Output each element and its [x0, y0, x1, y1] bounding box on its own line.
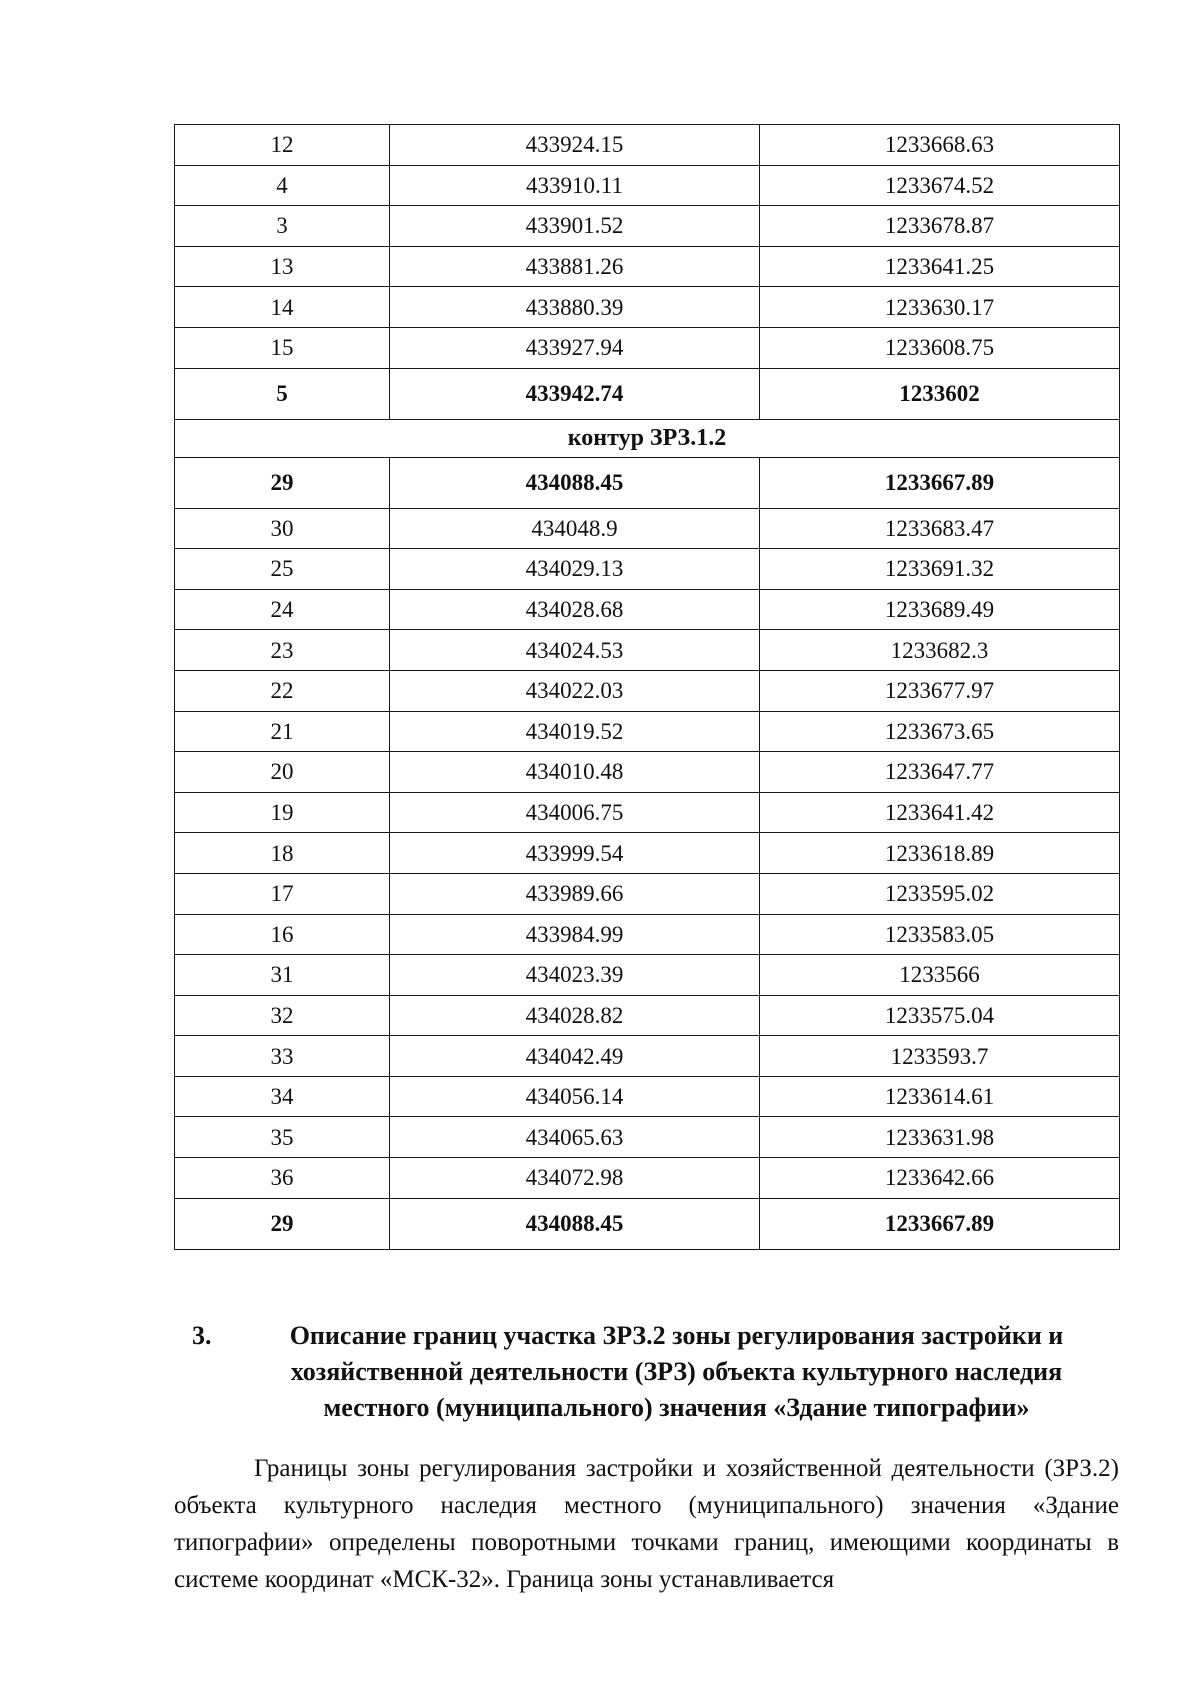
cell-x-coordinate: 434065.63 [390, 1117, 760, 1158]
cell-point-number: 30 [175, 508, 390, 549]
cell-x-coordinate: 434088.45 [390, 1198, 760, 1249]
section-title-line-1: Описание границ участка ЗРЗ.2 зоны регулирования застройки и [289, 1321, 1064, 1350]
cell-point-number: 16 [175, 914, 390, 955]
cell-y-coordinate: 1233641.25 [760, 246, 1120, 287]
cell-x-coordinate: 433910.11 [390, 165, 760, 206]
section-number: 3. [192, 1321, 212, 1350]
cell-x-coordinate: 434010.48 [390, 752, 760, 793]
section-title [174, 1318, 1119, 1426]
cell-y-coordinate: 1233641.42 [760, 792, 1120, 833]
cell-point-number: 3 [175, 206, 390, 247]
table-row [175, 246, 1120, 287]
table-row [175, 995, 1120, 1036]
section-heading [174, 1318, 1119, 1426]
cell-x-coordinate: 433942.74 [390, 368, 760, 419]
table-row [175, 1198, 1120, 1249]
cell-x-coordinate: 434028.82 [390, 995, 760, 1036]
cell-y-coordinate: 1233642.66 [760, 1158, 1120, 1199]
cell-x-coordinate: 434028.68 [390, 589, 760, 630]
cell-x-coordinate: 434029.13 [390, 549, 760, 590]
cell-y-coordinate: 1233614.61 [760, 1076, 1120, 1117]
cell-y-coordinate: 1233678.87 [760, 206, 1120, 247]
cell-point-number: 22 [175, 670, 390, 711]
cell-y-coordinate: 1233630.17 [760, 287, 1120, 328]
cell-y-coordinate: 1233566 [760, 955, 1120, 996]
cell-y-coordinate: 1233673.65 [760, 711, 1120, 752]
table-row [175, 792, 1120, 833]
cell-point-number: 33 [175, 1036, 390, 1077]
cell-x-coordinate: 434088.45 [390, 457, 760, 508]
cell-y-coordinate: 1233691.32 [760, 549, 1120, 590]
cell-y-coordinate: 1233631.98 [760, 1117, 1120, 1158]
table-row [175, 630, 1120, 671]
contour-header-row [175, 419, 1120, 457]
cell-point-number: 34 [175, 1076, 390, 1117]
cell-point-number: 36 [175, 1158, 390, 1199]
cell-y-coordinate: 1233618.89 [760, 833, 1120, 874]
table-row [175, 206, 1120, 247]
cell-y-coordinate: 1233575.04 [760, 995, 1120, 1036]
table-row [175, 125, 1120, 166]
body-paragraph: Границы зоны регулирования застройки и хозяйственной деятельности (ЗРЗ.2) объекта культурного наследия местного (муниципального) значения «Здание типографии» определены поворотными точками границ, имеющими координаты в системе координат «МСК-32». Граница зоны устанавливается [174, 1455, 1119, 1593]
cell-x-coordinate: 434072.98 [390, 1158, 760, 1199]
table-row [175, 1117, 1120, 1158]
cell-point-number: 18 [175, 833, 390, 874]
cell-point-number: 4 [175, 165, 390, 206]
cell-x-coordinate: 434019.52 [390, 711, 760, 752]
cell-x-coordinate: 433881.26 [390, 246, 760, 287]
cell-y-coordinate: 1233667.89 [760, 1198, 1120, 1249]
cell-x-coordinate: 434006.75 [390, 792, 760, 833]
cell-y-coordinate: 1233647.77 [760, 752, 1120, 793]
cell-y-coordinate: 1233602 [760, 368, 1120, 419]
cell-point-number: 23 [175, 630, 390, 671]
cell-x-coordinate: 434048.9 [390, 508, 760, 549]
cell-x-coordinate: 433984.99 [390, 914, 760, 955]
cell-point-number: 19 [175, 792, 390, 833]
table-row [175, 165, 1120, 206]
section-title-line-2: хозяйственной деятельности (ЗРЗ) объекта культурного наследия [290, 1357, 1063, 1386]
cell-y-coordinate: 1233682.3 [760, 630, 1120, 671]
contour-label: контур ЗРЗ.1.2 [175, 419, 1120, 457]
table-row [175, 914, 1120, 955]
cell-point-number: 29 [175, 1198, 390, 1249]
cell-y-coordinate: 1233683.47 [760, 508, 1120, 549]
cell-y-coordinate: 1233674.52 [760, 165, 1120, 206]
cell-point-number: 32 [175, 995, 390, 1036]
cell-point-number: 5 [175, 368, 390, 419]
cell-point-number: 20 [175, 752, 390, 793]
cell-x-coordinate: 433927.94 [390, 327, 760, 368]
table-row [175, 873, 1120, 914]
cell-x-coordinate: 434056.14 [390, 1076, 760, 1117]
cell-x-coordinate: 434042.49 [390, 1036, 760, 1077]
cell-x-coordinate: 433999.54 [390, 833, 760, 874]
cell-point-number: 31 [175, 955, 390, 996]
cell-y-coordinate: 1233583.05 [760, 914, 1120, 955]
table-row [175, 955, 1120, 996]
cell-y-coordinate: 1233677.97 [760, 670, 1120, 711]
cell-x-coordinate: 434022.03 [390, 670, 760, 711]
cell-y-coordinate: 1233595.02 [760, 873, 1120, 914]
cell-y-coordinate: 1233593.7 [760, 1036, 1120, 1077]
cell-point-number: 17 [175, 873, 390, 914]
table-row [175, 833, 1120, 874]
cell-point-number: 29 [175, 457, 390, 508]
cell-point-number: 15 [175, 327, 390, 368]
cell-point-number: 35 [175, 1117, 390, 1158]
cell-point-number: 14 [175, 287, 390, 328]
cell-point-number: 24 [175, 589, 390, 630]
coordinates-table-body [175, 125, 1120, 1250]
cell-point-number: 21 [175, 711, 390, 752]
table-row [175, 287, 1120, 328]
coordinates-table [174, 124, 1120, 1250]
cell-y-coordinate: 1233668.63 [760, 125, 1120, 166]
table-row [175, 589, 1120, 630]
cell-x-coordinate: 433989.66 [390, 873, 760, 914]
cell-point-number: 12 [175, 125, 390, 166]
cell-y-coordinate: 1233608.75 [760, 327, 1120, 368]
cell-point-number: 13 [175, 246, 390, 287]
table-row [175, 457, 1120, 508]
cell-x-coordinate: 434023.39 [390, 955, 760, 996]
cell-x-coordinate: 433901.52 [390, 206, 760, 247]
table-row [175, 1158, 1120, 1199]
table-row [175, 368, 1120, 419]
table-row [175, 327, 1120, 368]
table-row [175, 752, 1120, 793]
table-row [175, 508, 1120, 549]
table-row [175, 670, 1120, 711]
section-title-line-3: местного (муниципального) значения «Здание типографии» [323, 1393, 1030, 1422]
table-row [175, 711, 1120, 752]
cell-y-coordinate: 1233689.49 [760, 589, 1120, 630]
table-row [175, 1076, 1120, 1117]
cell-x-coordinate: 433880.39 [390, 287, 760, 328]
table-row [175, 1036, 1120, 1077]
table-row [175, 549, 1120, 590]
cell-point-number: 25 [175, 549, 390, 590]
cell-x-coordinate: 434024.53 [390, 630, 760, 671]
cell-x-coordinate: 433924.15 [390, 125, 760, 166]
cell-y-coordinate: 1233667.89 [760, 457, 1120, 508]
